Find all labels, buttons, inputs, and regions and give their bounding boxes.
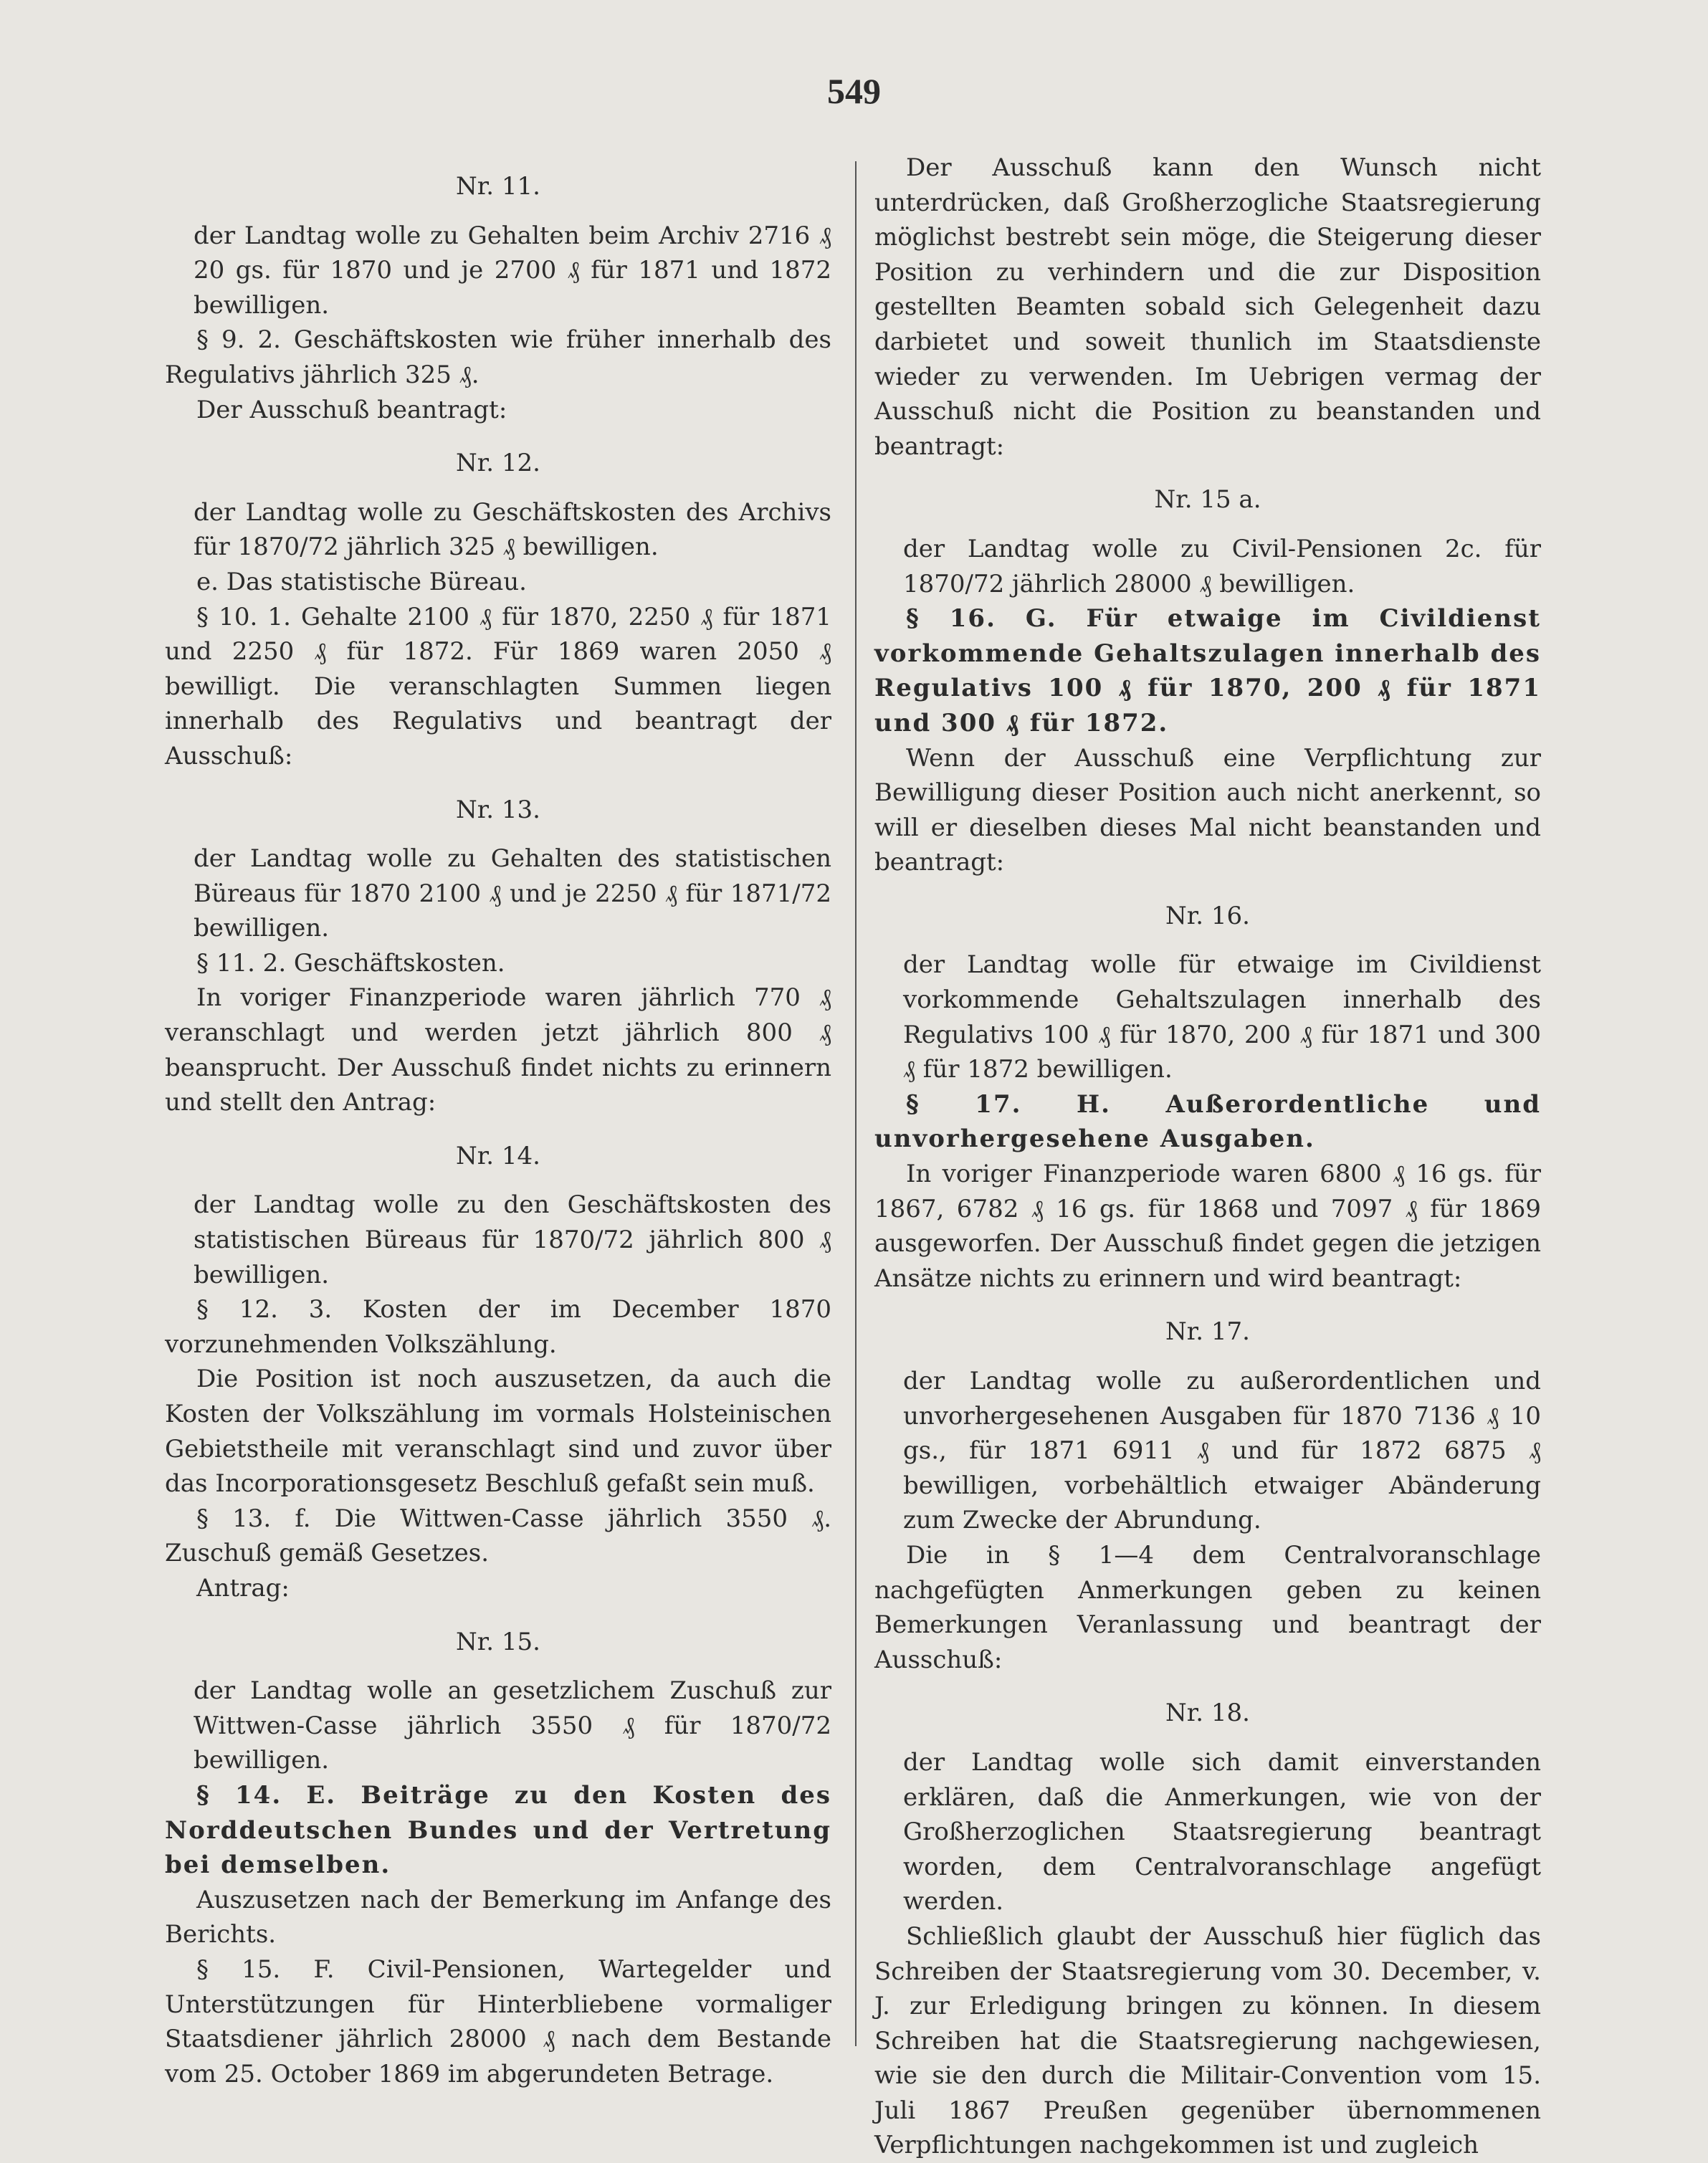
- resolution-text: der Landtag wolle zu den Geschäftskosten des statistischen Büreaus für 1870/72 jährlich 800 ₰ bewilligen.: [194, 1190, 831, 1289]
- paragraph: § 13. f. Die Wittwen-Casse jährlich 3550 ₰. Zuschuß gemäß Gesetzes.: [165, 1504, 831, 1568]
- paragraph: § 17. H. Außerordentliche und unvorhergesehene Ausgaben.: [874, 1089, 1541, 1154]
- paragraph: § 11. 2. Geschäftskosten.: [196, 948, 505, 978]
- paragraph: In voriger Finanzperiode waren 6800 ₰ 16 gs. für 1867, 6782 ₰ 16 gs. für 1868 und 7097 ₰ für 1869 ausgeworfen. Der Ausschuß findet gegen die jetzigen Ansätze nichts zu erinnern und wird beantragt:: [874, 1160, 1542, 1293]
- resolution-text: der Landtag wolle zu Gehalten des statistischen Büreaus für 1870 2100 ₰ und je 2250 ₰ für 1871/72 bewilligen.: [194, 844, 831, 943]
- resolution-text: der Landtag wolle für etwaige im Civildienst vorkommende Gehaltszulagen innerhalb des Regulativs 100 ₰ für 1870, 200 ₰ für 1871 und 300 ₰ für 1872 bewilligen.: [903, 950, 1541, 1084]
- resolution-number: Nr. 14.: [456, 1141, 540, 1170]
- paragraph: Die in § 1—4 dem Centralvoranschlage nachgefügten Anmerkungen geben zu keinen Bemerkungen Veranlassung und beantragt der Ausschuß:: [874, 1540, 1541, 1674]
- resolution-number: Nr. 18.: [1165, 1699, 1250, 1728]
- paragraph: § 14. E. Beiträge zu den Kosten des Norddeutschen Bundes und der Vertretung bei demselben.: [165, 1780, 831, 1880]
- paragraph: § 9. 2. Geschäftskosten wie früher innerhalb des Regulativs jährlich 325 ₰.: [165, 325, 831, 389]
- resolution-number: Nr. 12.: [456, 449, 540, 478]
- paragraph: Antrag:: [196, 1573, 290, 1603]
- paragraph: Schließlich glaubt der Ausschuß hier füglich das Schreiben der Staatsregierung vom 30. December, v. J. zur Erledigung bringen zu können. In diesem Schreiben hat die Staatsregierung nachgewiesen, wie sie den durch die Militair-Convention vom 15. Juli 1867 Preußen gegenüber übernommenen Verpflichtungen nachgekommen ist und zugleich: [874, 1921, 1541, 2160]
- paragraph: Auszusetzen nach der Bemerkung im Anfange des Berichts.: [165, 1885, 831, 1949]
- paragraph: Der Ausschuß kann den Wunsch nicht unterdrücken, daß Großherzogliche Staatsregierung möglichst bestrebt sein möge, die Steigerung dieser Position zu verhindern und die zur Disposition gestellten Beamten sobald sich Gelegenheit dazu darbietet und soweit thunlich im Staatsdienste wieder zu verwenden. Im Uebrigen vermag der Ausschuß nicht die Position zu beanstanden und beantragt:: [874, 153, 1541, 461]
- paragraph: Der Ausschuß beantragt:: [196, 395, 507, 424]
- left-column: [165, 151, 831, 2091]
- resolution-number: Nr. 13.: [456, 795, 540, 824]
- column-divider: [855, 161, 857, 2046]
- paragraph: Die Position ist noch auszusetzen, da auch die Kosten der Volkszählung im vormals Holsteinischen Gebietstheile mit veranschlagt sind und zuvor über das Incorporationsgesetz Beschluß gefaßt sein muß.: [165, 1365, 831, 1499]
- resolution-number: Nr. 16.: [1165, 901, 1250, 930]
- paragraph: § 12. 3. Kosten der im December 1870 vorzunehmenden Volkszählung.: [165, 1295, 831, 1359]
- resolution-text: der Landtag wolle zu außerordentlichen und unvorhergesehenen Ausgaben für 1870 7136 ₰ 10 gs., für 1871 6911 ₰ und für 1872 6875 ₰ bewilligen, vorbehältlich etwaiger Abänderung zum Zwecke der Abrundung.: [903, 1367, 1541, 1535]
- resolution-text: der Landtag wolle zu Civil-Pensionen 2c. für 1870/72 jährlich 28000 ₰ bewilligen.: [903, 534, 1541, 598]
- resolution-number: Nr. 11.: [456, 172, 540, 201]
- paragraph: § 10. 1. Gehalte 2100 ₰ für 1870, 2250 ₰ für 1871 und 2250 ₰ für 1872. Für 1869 waren 2050 ₰ bewilligt. Die veranschlagten Summen liegen innerhalb des Regulativs und beantragt der Ausschuß:: [165, 602, 831, 770]
- resolution-text: der Landtag wolle an gesetzlichem Zuschuß zur Wittwen-Casse jährlich 3550 ₰ für 1870/72 bewilligen.: [194, 1676, 831, 1775]
- paragraph: Wenn der Ausschuß eine Verpflichtung zur Bewilligung dieser Position auch nicht anerkennt, so will er dieselben dieses Mal nicht beanstanden und beantragt:: [874, 743, 1541, 877]
- paragraph: In voriger Finanzperiode waren jährlich 770 ₰ veranschlagt und werden jetzt jährlich 800 ₰ beansprucht. Der Ausschuß findet nichts zu erinnern und stellt den Antrag:: [165, 983, 831, 1117]
- right-column: [874, 151, 1541, 2163]
- resolution-number: Nr. 15 a.: [1154, 485, 1261, 515]
- paragraph: § 16. G. Für etwaige im Civildienst vorkommende Gehaltszulagen innerhalb des Regulativs 100 ₰ für 1870, 200 ₰ für 1871 und 300 ₰ für 1872.: [874, 604, 1541, 737]
- resolution-number: Nr. 15.: [456, 1627, 540, 1656]
- paragraph: § 15. F. Civil-Pensionen, Wartegelder und Unterstützungen für Hinterbliebene vormaliger Staatsdiener jährlich 28000 ₰ nach dem Bestande vom 25. October 1869 im abgerundeten Betrage.: [165, 1954, 831, 2088]
- page-number: 549: [827, 71, 881, 111]
- paragraph: e. Das statistische Büreau.: [196, 567, 527, 596]
- resolution-number: Nr. 17.: [1165, 1317, 1250, 1347]
- resolution-text: der Landtag wolle sich damit einverstanden erklären, daß die Anmerkungen, wie von der Großherzoglichen Staatsregierung beantragt worden, dem Centralvoranschlage angefügt werden.: [903, 1747, 1541, 1916]
- resolution-text: der Landtag wolle zu Gehalten beim Archiv 2716 ₰ 20 gs. für 1870 und je 2700 ₰ für 1871 und 1872 bewilligen.: [194, 221, 831, 320]
- resolution-text: der Landtag wolle zu Geschäftskosten des Archivs für 1870/72 jährlich 325 ₰ bewilligen.: [194, 497, 831, 562]
